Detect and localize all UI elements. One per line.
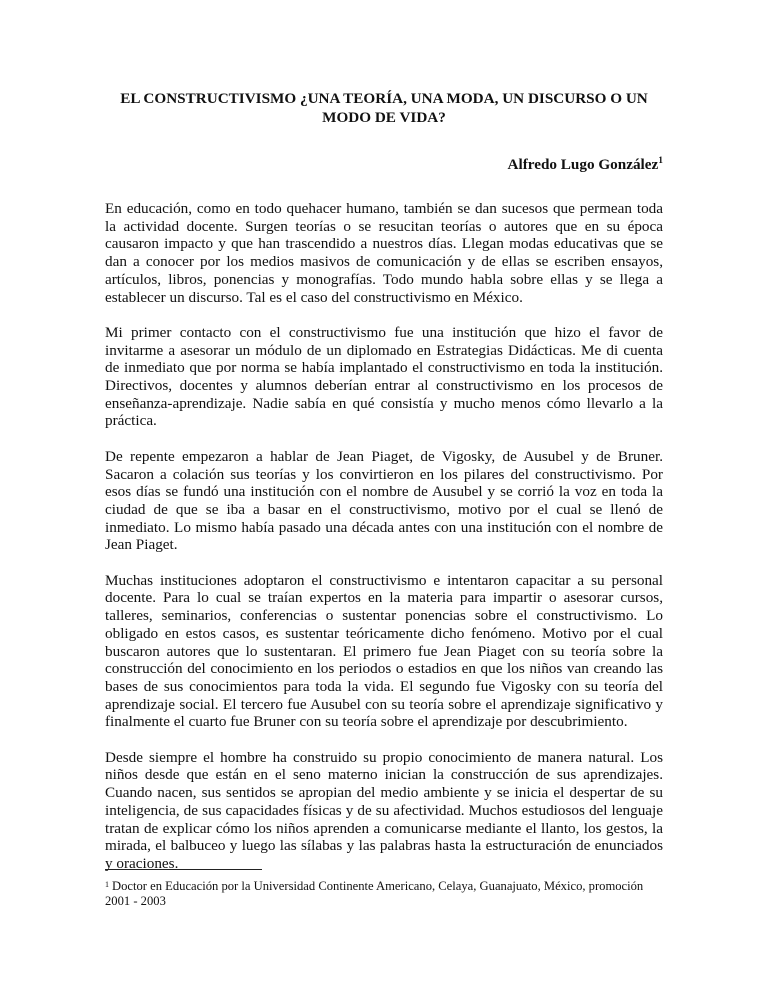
paragraph-5: Desde siempre el hombre ha construido su propio conocimiento de manera natural. Los niños desde que están en el seno materno inician la construcción de sus aprendizajes. Cuando nacen, sus sentidos se apropian del medio ambiente y se inicia el despertar de su inteligencia, de sus capacidades físicas y de su afectividad. Muchos estudiosos del lenguaje tratan de explicar cómo los niños aprenden a comunicarse mediante el llanto, los gestos, la mirada, el balbuceo y luego las sílabas y las palabras hasta la estructuración de enunciados y oraciones. — [105, 748, 663, 872]
author-line — [508, 155, 664, 174]
footnote-separator — [105, 869, 262, 870]
footnote-text: Doctor en Educación por la Universidad Continente Americano, Celaya, Guanajuato, México, promoción 2001 - 2003 — [105, 879, 644, 908]
footnote — [105, 879, 645, 909]
footnote-mark: 1 — [105, 880, 109, 889]
paragraph-3: De repente empezaron a hablar de Jean Piaget, de Vigosky, de Ausubel y de Bruner. Sacaron a colación sus teorías y los convirtieron en los pilares del constructivismo. Por esos días se fundó una institución con el nombre de Ausubel y se corrió la voz en toda la ciudad de que se iba a basar en el constructivismo, motivo por el cual se llenó de inmediato. Lo mismo había pasado una década antes con una institución con el nombre de Jean Piaget. — [105, 447, 663, 554]
paragraph-1: En educación, como en todo quehacer humano, también se dan sucesos que permean toda la actividad docente. Surgen teorías o se resucitan teorías o autores que en su época causaron impacto y que han trascendido a nuestros días. Llegan modas educativas que se dan a conocer por los medios masivos de comunicación y de ellas se escriben ensayos, artículos, libros, ponencias y monografías. Todo mundo habla sobre ellas y se llega a establecer un discurso. Tal es el caso del constructivismo en México. — [105, 200, 663, 306]
document-title: EL CONSTRUCTIVISMO ¿UNA TEORÍA, UNA MODA, UN DISCURSO O UN MODO DE VIDA? — [120, 90, 648, 126]
paragraph-2: Mi primer contacto con el constructivismo fue una institución que hizo el favor de invitarme a asesorar un módulo de un diplomado en Estrategias Didácticas. Me di cuenta de inmediato que por norma se había implantado el constructivismo en toda la institución. Directivos, docentes y alumnos deberían entrar al constructivismo en los procesos de enseñanza-aprendizaje. Nadie sabía en qué consistía y mucho menos cómo llevarlo a la práctica. — [105, 323, 663, 430]
author-name: Alfredo Lugo González — [507, 156, 659, 173]
document-body — [105, 200, 663, 890]
paragraph-4: Muchas instituciones adoptaron el constructivismo e intentaron capacitar a su personal docente. Para lo cual se traían expertos en la materia para impartir o asesorar cursos, talleres, seminarios, conferencias o sustentar ponencias sobre el constructivismo. Lo obligado en estos casos, es sustentar teóricamente dicho fenómeno. Motivo por el cual buscaron autores que lo sustentaran. El primero fue Jean Piaget con su teoría sobre la construcción del conocimiento en los periodos o estadios en que los niños van creando las bases de sus conocimientos para toda la vida. El segundo fue Vigosky con su teoría del aprendizaje social. El tercero fue Ausubel con su teoría sobre el aprendizaje significativo y finalmente el cuarto fue Bruner con su teoría sobre el aprendizaje por descubrimiento. — [105, 571, 663, 731]
author-footnote-mark[interactable]: 1 — [658, 156, 663, 166]
